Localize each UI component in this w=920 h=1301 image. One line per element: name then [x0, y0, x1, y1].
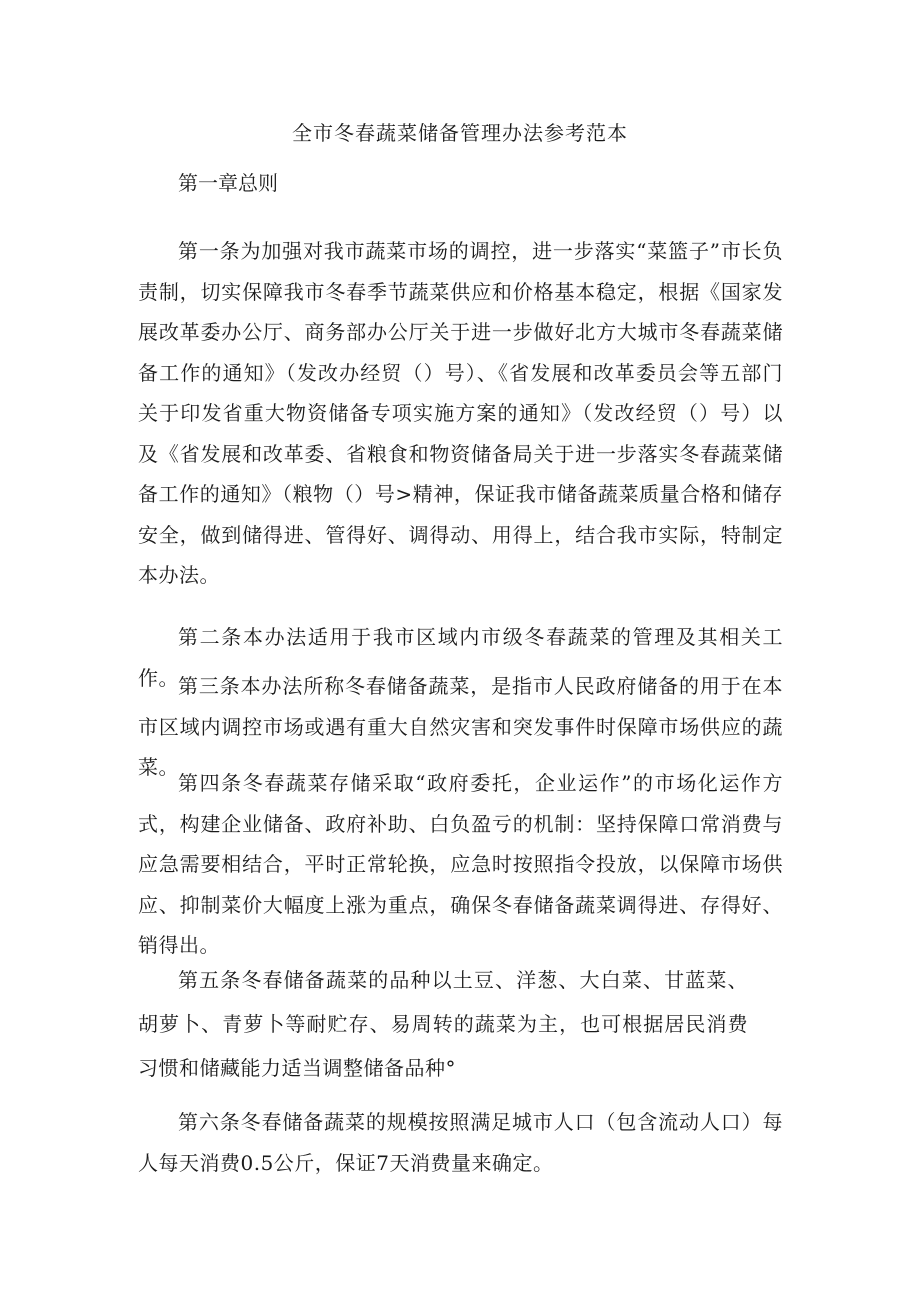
- article-2-paragraph: 第二条本办法适用于我市区域内市级冬春蔬菜的管理及其相关工作。: [138, 625, 783, 690]
- chapter-heading: 第一章总则: [178, 171, 278, 195]
- article-6-paragraph: 第六条冬春储备蔬菜的规模按照满足城市人口（包含流动人口）每人每天消费0.5公斤，保证7天消费量来确定。: [138, 1110, 783, 1175]
- article-4-paragraph: 第四条冬春蔬菜存储采取“政府委托，企业运作”的市场化运作方式，构建企业储备、政府补助、白负盈亏的机制：坚持保障口常消费与应急需要相结合，平时正常轮换，应急时按照指令投放，以保障市场供应、抑制菜价大幅度上涨为重点，确保冬春储备蔬菜调得进、存得好、销得出。: [138, 771, 783, 957]
- article-1-paragraph: 第一条为加强对我市蔬菜市场的调控，进一步落实“菜篮子”市长负责制，切实保障我市冬春季节蔬菜供应和价格基本稳定，根据《国家发展改革委办公厅、商务部办公厅关于进一步做好北方大城市冬春蔬菜储备工作的通知》（发改办经贸（）号）、《省发展和改革委员会等五部门关于印发省重大物资储备专项实施方案的通知》（发改经贸（）号）以及《省发展和改革委、省粮食和物资储备局关于进一步落实冬春蔬菜储备工作的通知》（粮物（）号>精神，保证我市储备蔬菜质量合格和储存安全，做到储得进、管得好、调得动、用得上，结合我市实际，特制定本办法。: [138, 239, 783, 587]
- article-3-paragraph: 第三条本办法所称冬春储备蔬菜，是指市人民政府储备的用于在本市区域内调控市场或遇有重大自然灾害和突发事件时保障市场供应的蔬菜。: [138, 674, 783, 779]
- document-title: 全市冬春蔬菜储备管理办法参考范本: [292, 121, 628, 145]
- article-5-paragraph: 第五条冬春储备蔬菜的品种以土豆、洋葱、大白菜、甘蓝菜、胡萝卜、青萝卜等耐贮存、易周转的蔬菜为主，也可根据居民消费习惯和储藏能力适当调整储备品种°: [138, 968, 748, 1080]
